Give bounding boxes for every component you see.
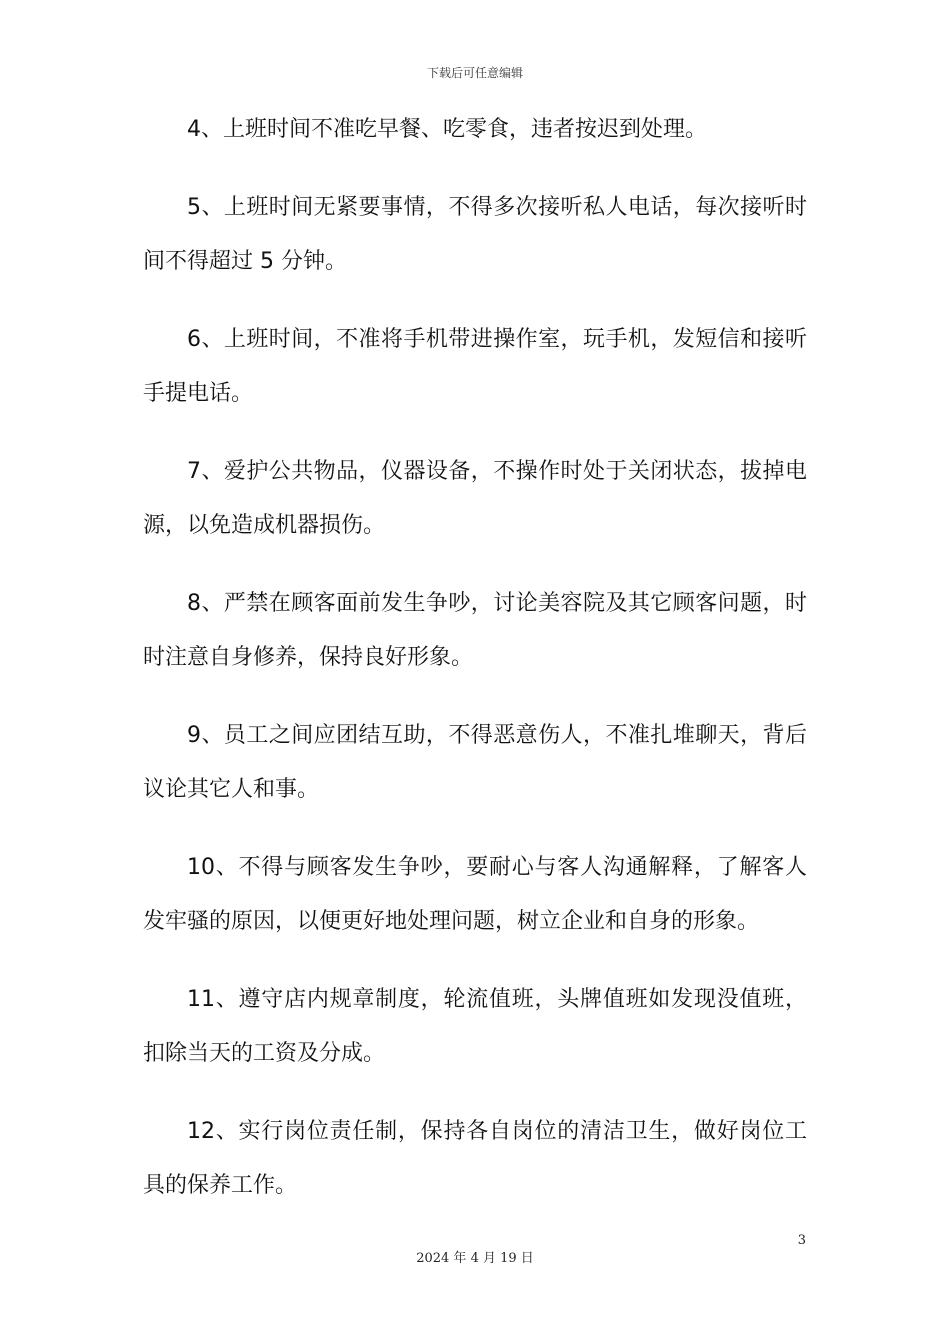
rule-paragraph-8: 8、严禁在顾客面前发生争吵，讨论美容院及其它顾客问题，时时注意自身修养，保持良好形象。	[143, 591, 807, 670]
rule-paragraph-9: 9、员工之间应团结互助，不得恶意伤人，不准扎堆聊天，背后议论其它人和事。	[143, 723, 807, 802]
page-header: 下载后可任意编辑	[426, 66, 523, 80]
rule-paragraph-12: 12、实行岗位责任制，保持各自岗位的清洁卫生，做好岗位工具的保养工作。	[143, 1119, 807, 1198]
rule-paragraph-5: 5、上班时间无紧要事情，不得多次接听私人电话，每次接听时间不得超过 5 分钟。	[143, 195, 807, 274]
document-body	[143, 103, 807, 1237]
page-number: 3	[797, 1233, 806, 1248]
rule-paragraph-10: 10、不得与顾客发生争吵，要耐心与客人沟通解释，了解客人发牢骚的原因，以便更好地处理问题，树立企业和自身的形象。	[143, 855, 807, 934]
footer-date: 2024 年 4 月 19 日	[416, 1251, 534, 1266]
rule-paragraph-11: 11、遵守店内规章制度，轮流值班，头牌值班如发现没值班，扣除当天的工资及分成。	[143, 987, 807, 1066]
rule-paragraph-7: 7、爱护公共物品，仪器设备，不操作时处于关闭状态，拔掉电源，以免造成机器损伤。	[143, 459, 807, 538]
rule-paragraph-4: 4、上班时间不准吃早餐、吃零食，违者按迟到处理。	[187, 117, 707, 142]
rule-paragraph-6: 6、上班时间，不准将手机带进操作室，玩手机，发短信和接听手提电话。	[143, 327, 807, 406]
